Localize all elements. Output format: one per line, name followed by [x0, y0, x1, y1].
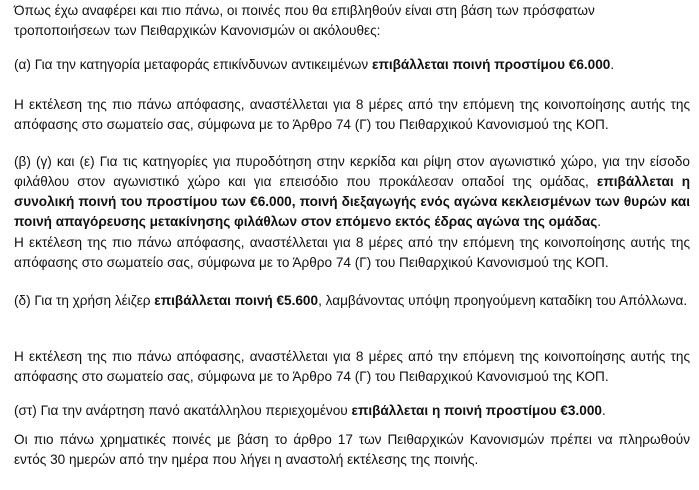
item-a-paragraph [14, 55, 614, 75]
intro-line-2: τροποποιήσεων των Πειθαρχικών Κανονισμών οι ακόλουθες: [14, 23, 381, 38]
item-a-text: (α) Για την κατηγορία μεταφοράς επικίνδυνων αντικειμένων [14, 57, 372, 72]
item-bge-penalty: επιβάλλεται η συνολική ποινή του προστίμου των €6.000, ποινή διεξαγωγής ενός αγώνα κεκλεισμένων των θυρών και ποινή απαγόρευσης μετακίνησης φιλάθλων στον επόμενο εκτός έδρας αγώνα της ομάδας [14, 174, 690, 229]
item-st-text: (στ) Για την ανάρτηση πανό ακατάλληλου περιεχομένου [14, 403, 352, 418]
suspension-paragraph-1: Η εκτέλεση της πιο πάνω απόφασης, αναστέλλεται για 8 μέρες από την επόμενη της κοινοποίησης αυτής της απόφασης στο σωματείο σας, σύμφωνα με το Άρθρο 74 (Γ) του Πειθαρχικού Κανονισμού της ΚΟΠ. [14, 97, 690, 132]
item-d-text: (δ) Για τη χρήση λέιζερ [14, 293, 155, 308]
item-d-paragraph [14, 291, 687, 311]
suspension-paragraph-3: Η εκτέλεση της πιο πάνω απόφασης, αναστέλλεται για 8 μέρες από την επόμενη της κοινοποίησης αυτής της απόφασης στο σωματείο σας, σύμφωνα με το Άρθρο 74 (Γ) του Πειθαρχικού Κανονισμού της ΚΟΠ. [14, 349, 690, 384]
item-bge-end: . [597, 214, 602, 229]
item-bge-paragraph [14, 152, 690, 232]
item-bge-text: (β) (γ) και (ε) Για τις κατηγορίες για πυροδότηση στην κερκίδα και ρίψη στον αγωνιστικό χώρο, για την είσοδο φιλάθλου στον αγωνιστικό χώρο και για επεισόδιο που προκάλεσαν οπαδοί της ομάδας, [14, 154, 690, 189]
item-d-penalty: επιβάλλεται ποινή €5.600 [154, 293, 319, 308]
payment-paragraph: Οι πιο πάνω χρηματικές ποινές με βάση το άρθρο 17 των Πειθαρχικών Κανονισμών πρέπει να πληρωθούν εντός 30 ημερών από την ημέρα που λήγει η αναστολή εκτέλεσης της ποινής. [14, 432, 690, 467]
item-d-end: , λαμβάνοντας υπόψη προηγούμενη καταδίκη του Απόλλωνα. [318, 293, 688, 308]
intro-line-1: Όπως έχω αναφέρει και πιο πάνω, οι ποινές που θα επιβληθούν είναι στη βάση των πρόσφατων [14, 3, 595, 18]
suspension-paragraph-2: Η εκτέλεση της πιο πάνω απόφασης, αναστέλλεται για 8 μέρες από την επόμενη της κοινοποίησης αυτής της απόφασης στο σωματείο σας, σύμφωνα με το Άρθρο 74 (Γ) του Πειθαρχικού Κανονισμού της ΚΟΠ. [14, 235, 690, 270]
item-st-penalty: επιβάλλεται η ποινή προστίμου €3.000 [351, 403, 602, 418]
intro-paragraph [14, 1, 595, 41]
item-a-penalty: επιβάλλεται ποινή προστίμου €6.000 [372, 57, 611, 72]
item-a-end: . [610, 57, 615, 72]
item-st-paragraph [14, 401, 606, 421]
item-st-end: . [601, 403, 606, 418]
